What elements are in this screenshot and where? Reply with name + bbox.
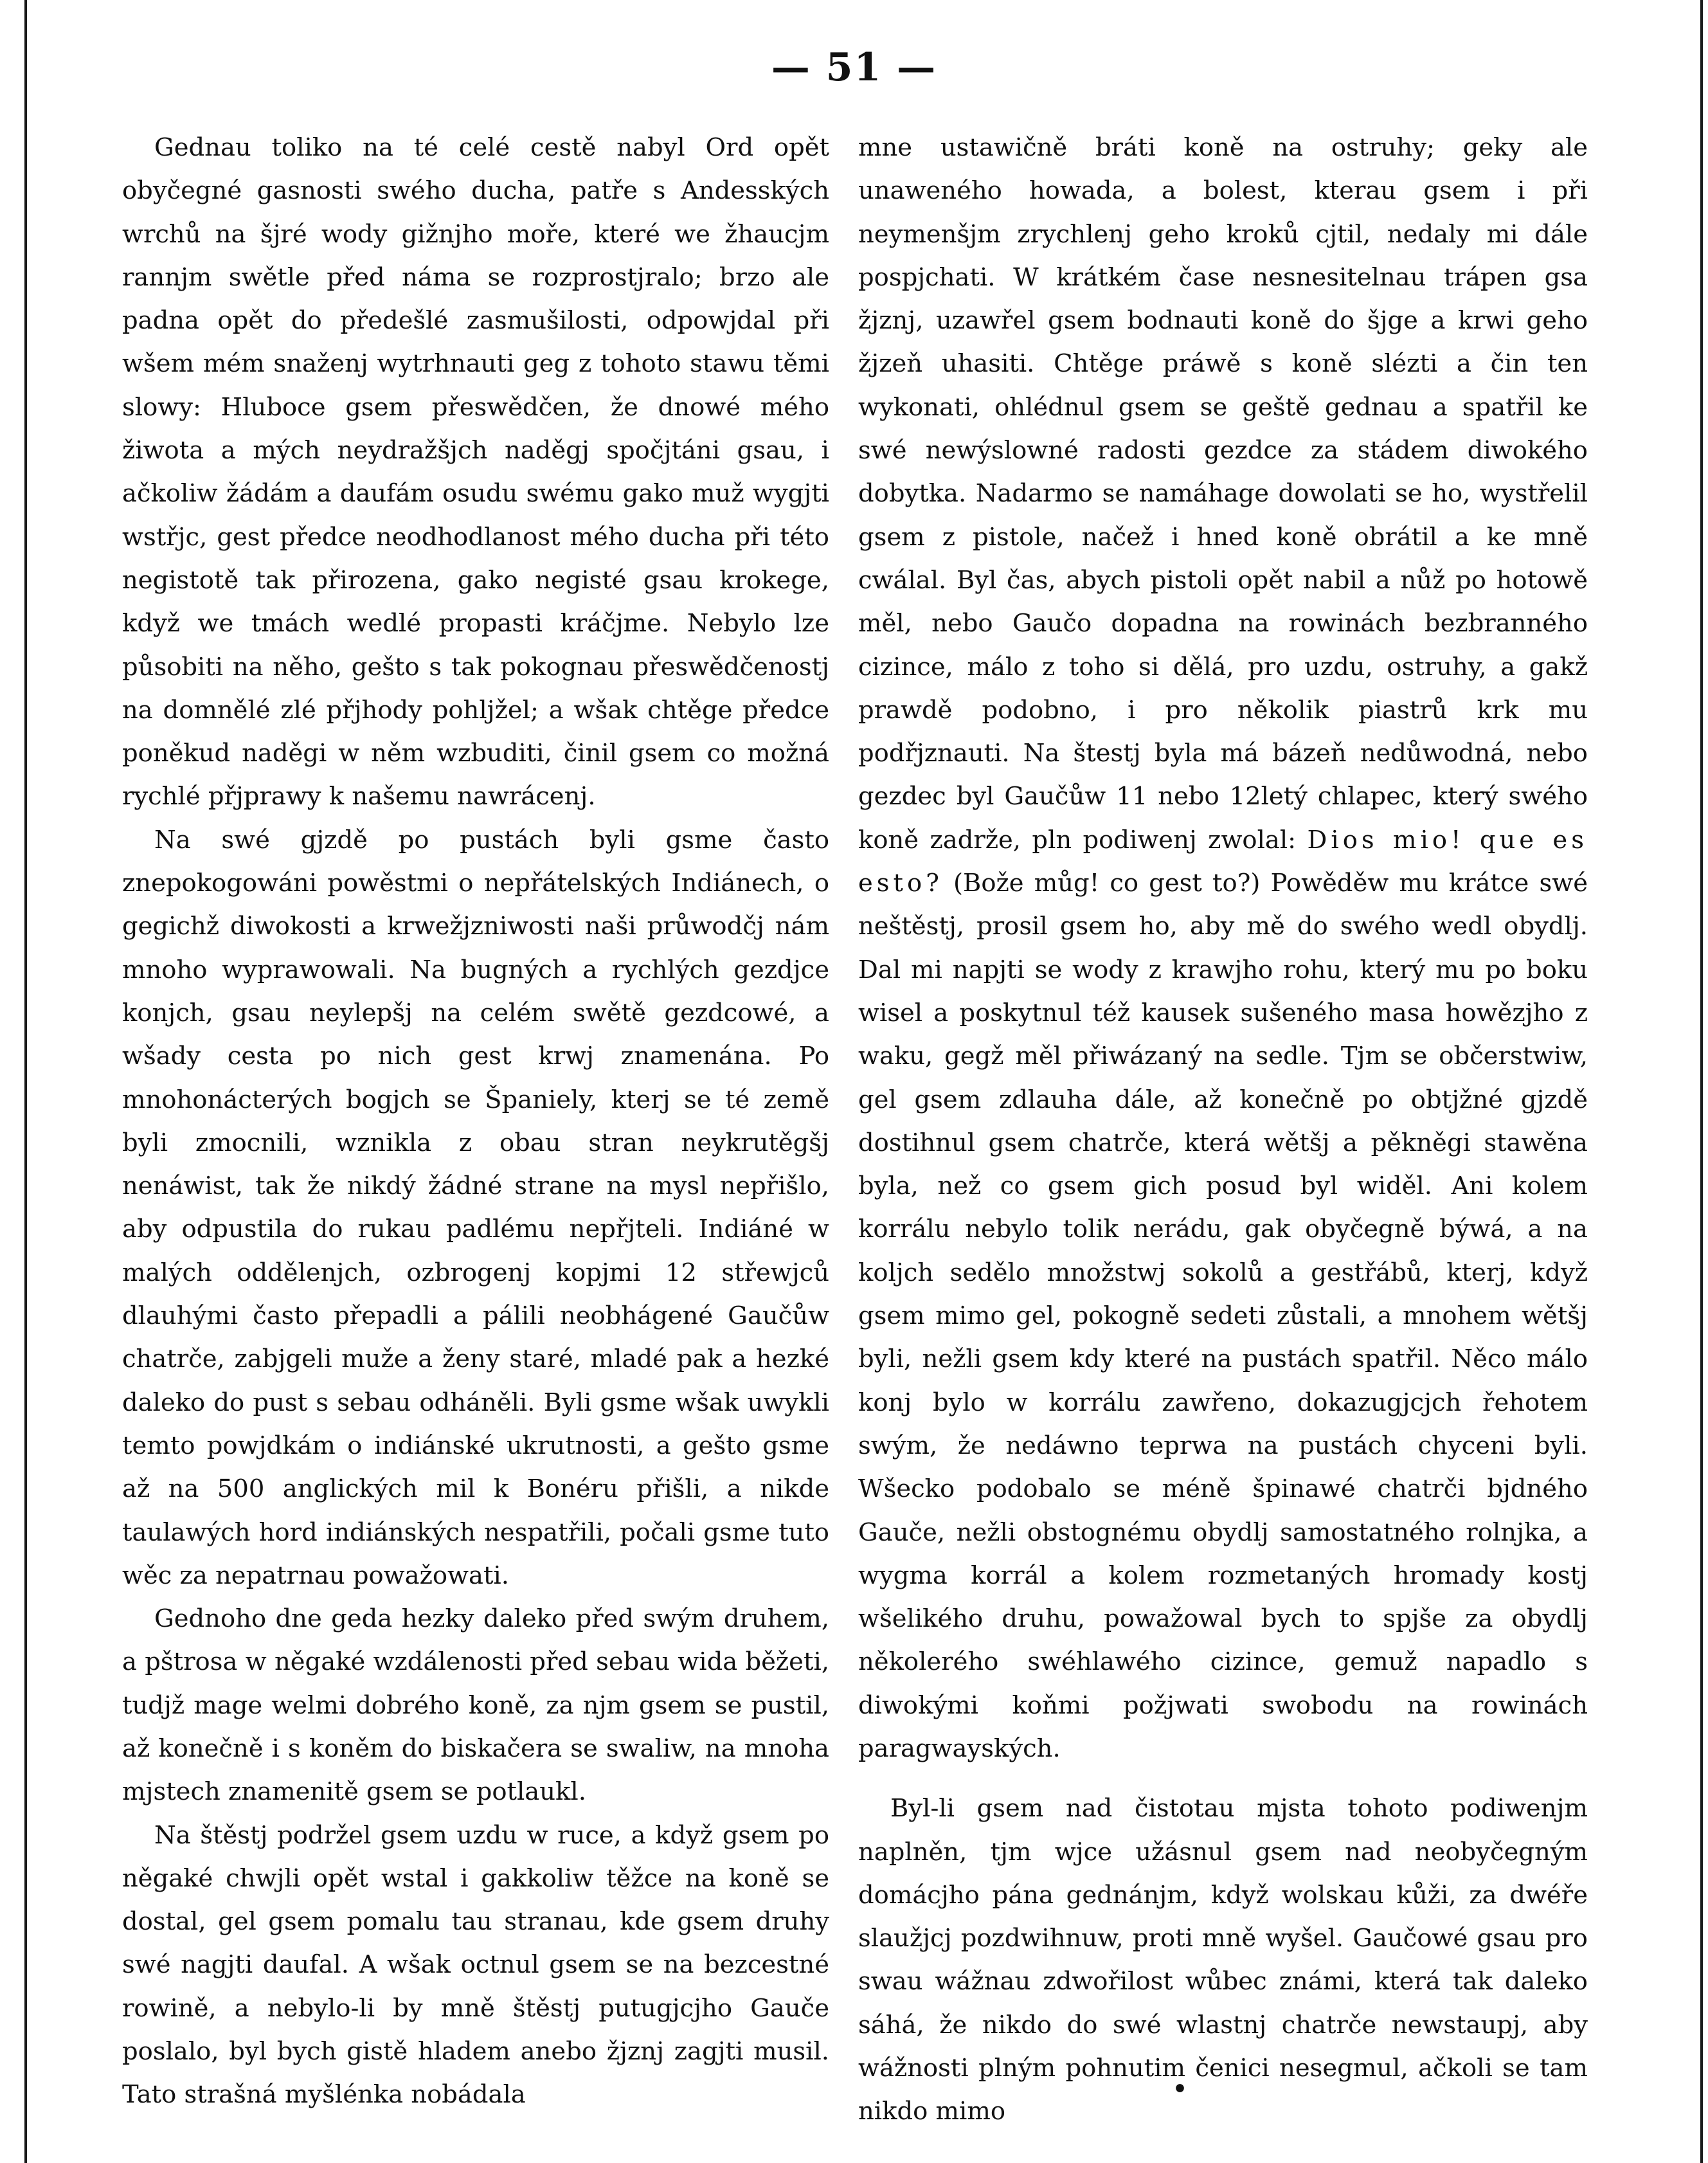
right-column	[858, 126, 1588, 2133]
left-paragraph-2: Na swé gjzdě po pustách byli gsme často znepokogowáni powěstmi o nepřátelských Indiánech, o gegichž diwokosti a krwežjzniwosti naši průwodčj nám mnoho wyprawowali. Na bugných a rychlých gezdjce konjch, gsau neylepšj na celém swětě gezdcowé, a wšady cesta po nich gest krwj znamenána. Po mnohonácterých bogjch se Španiely, kterj se té země byli zmocnili, wznikla z obau stran neykrutěgšj nenáwist, tak že nikdý žádné strane na mysl nepřišlo, aby odpustila do rukau padlému nepřjteli. Indiáné w malých oddělenjch, ozbrogenj kopjmi 12 střewjců dlauhými často přepadli a pálili neobhágené Gaučůw chatrče, zabjgeli muže a ženy staré, mladé pak a hezké daleko do pust s sebau odháněli. Byli gsme wšak uwykli temto powjdkám o indiánské ukrutnosti, a gešto gsme až na 500 anglických mil k Bonéru přišli, a nikde taulawých hord indiánských nespatřili, počali gsme tuto wěc za nepatrnau powažowati.	[122, 825, 829, 1590]
right-paragraph-1-text: mne ustawičně bráti koně na ostruhy; geky ale unaweného howada, a bolest, kterau gsem i při neymenšjm zrychlenj geho kroků cjtil, nedaly mi dále pospjchati. W krátkém čase nesnesitelnau trápen gsa žjznj, uzawřel gsem bodnauti koně do šjge a krwi geho žjzeň uhasiti. Chtěge práwě s koně slézti a čin ten wykonati, ohlédnul gsem se geště gednau a spatřil ke swé newýslowné radosti gezdce za stádem diwokého dobytka. Nadarmo se namáhage dowolati se ho, wystřelil gsem z pistole, načež i hned koně obrátil a ke mně cwálal. Byl čas, abych pistoli opět nabil a nůž po hotowě měl, nebo Gaučo dopadna na rowinách bezbranného cizince, málo z toho si dělá, pro uzdu, ostruhy, a gakž prawdě podobno, i pro několik piastrů krk mu podřjznauti. Na štestj byla má bázeň nedůwodná, nebo gezdec byl Gaučůw 11 nebo 12letý chlapec, který swého koně zadrže, pln podiwenj zwolal:	[858, 133, 1588, 855]
left-paragraph-3: Gednoho dne geda hezky daleko před swým druhem, a pštrosa w něgaké wzdálenosti před sebau wida běžeti, tudjž mage welmi dobrého koně, za njm gsem se pustil, až konečně i s koněm do biskačera se swaliw, na mnoha mjstech znamenitě gsem se potlaukl.	[122, 1604, 829, 1807]
page-number: — 51 —	[771, 45, 937, 90]
footer-mark: •	[1173, 2076, 1188, 2103]
left-paragraph-4: Na štěstj podržel gsem uzdu w ruce, a když gsem po něgaké chwjli opět wstal i gakkoliw těžce na koně se dostal, gel gsem pomalu tau stranau, kde gsem druhy swé nagjti daufal. A wšak octnul gsem se na bezcestné rowině, a nebylo-li by mně štěstj putugjcjho Gauče poslalo, byl bych gistě hladem anebo žjznj zagjti musil. Tato strašná myšlénka nobádala	[122, 1820, 829, 2110]
page-border-right	[1700, 0, 1703, 2163]
right-paragraph-1	[858, 126, 1588, 1770]
spanish-exclamation: Dios mio! que es esto?	[858, 825, 1588, 898]
left-paragraph-1: Gednau toliko na té celé cestě nabyl Ord opět obyčegné gasnosti swého ducha, patře s Andesských wrchů na šjré wody gižnjho moře, které we žhaucjm rannjm swětle před náma se rozprostjralo; brzo ale padna opět do předešlé zasmušilosti, odpowjdal při wšem mém snaženj wytrhnauti geg z tohoto stawu těmi slowy: Hluboce gsem přeswědčen, že dnowé mého žiwota a mých neydražšjch naděgj spočjtáni gsau, i ačkoliw žádám a daufám osudu swému gako muž wygjti wstřjc, gest předce neodhodlanost mého ducha při této negistotě tak přirozena, gako negisté gsau krokege, když we tmách wedlé propasti kráčjme. Nebylo lze působiti na něho, gešto s tak pokognau přeswědčenostj na domnělé zlé přjhody pohljžel; a wšak chtěge předce poněkud naděgi w něm wzbuditi, činil gsem co možná rychlé přjprawy k našemu nawrácenj.	[122, 133, 829, 811]
right-paragraph-1-end: (Bože můg! co gest to?) Powěděw mu krátce swé neštěstj, prosil gsem ho, aby mě do swého wedl obydlj. Dal mi napjti se wody z krawjho rohu, který mu po boku wisel a poskytnul též kausek sušeného masa howězjho z waku, gegž měl přiwázaný na sedle. Tjm se občerstwiw, gel gsem zdlauha dále, až konečně po obtjžné gjzdě dostihnul gsem chatrče, která wětšj a pěkněgi stawěna byla, než co gsem gich posud byl widěl. Ani kolem korrálu nebylo tolik nerádu, gak obyčegně býwá, a na koljch sedělo množstwj sokolů a gestřábů, kterj, když gsem mimo gel, pokogně sedeti zůstali, a mnohem wětšj byli, nežli gsem kdy které na pustách spatřil. Něco málo konj bylo w korrálu zawřeno, dokazugjcjch řehotem swým, že nedáwno teprwa na pustách chyceni byli. Wšecko podobalo se méně špinawé chatrči bjdného Gauče, nežli obstognému obydlj samostatného rolnjka, a wygma korrál a kolem rozmetaných hromady kostj wšelikého druhu, powažowal bych to spjše za obydlj několerého swéhlawého cizince, gemuž napadlo s diwokými koňmi požjwati swobodu na rowinách paragwayských.	[858, 869, 1588, 1763]
page-border-left	[24, 0, 27, 2163]
left-column	[122, 126, 829, 2117]
right-paragraph-2: Byl-li gsem nad čistotau mjsta tohoto podiwenjm naplněn, tjm wjce užásnul gsem nad neobyčegným domácjho pána gednánjm, když wolskau kůži, za dwéře slaužjcj pozdwihnuw, proti mně wyšel. Gaučowé gsau pro swau wážnau zdwořilost wůbec známi, která tak daleko sáhá, že nikdo do swé wlastnj chatrče newstaupj, aby wážnosti plným pohnutim čenici nesegmul, ačkoli se tam nikdo mimo	[858, 1794, 1588, 2126]
